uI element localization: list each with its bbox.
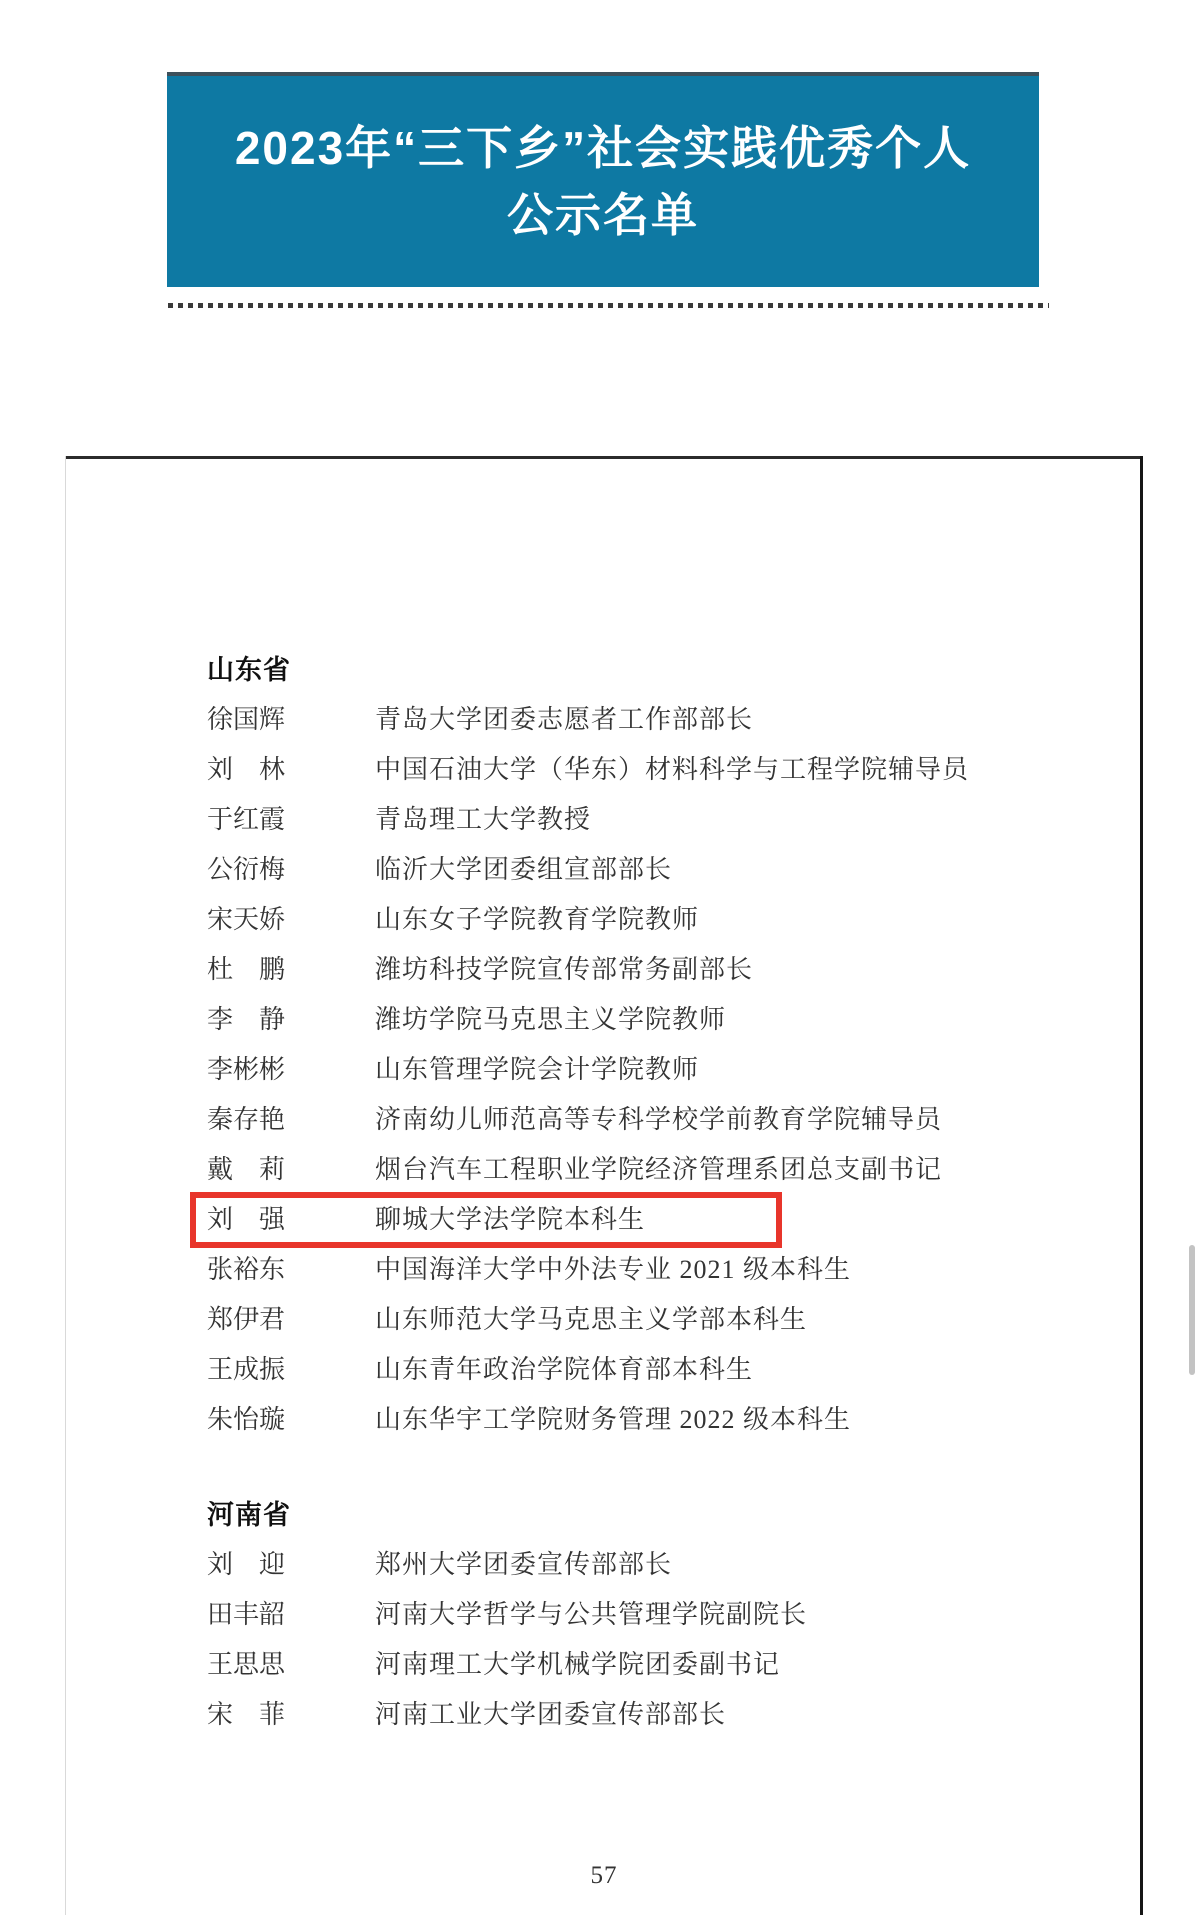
list-row bbox=[207, 1195, 1087, 1245]
person-name: 宋天娇 bbox=[207, 905, 286, 934]
person-name: 田丰韶 bbox=[207, 1600, 286, 1629]
list-row bbox=[207, 1345, 1087, 1395]
banner-title-line2: 公示名单 bbox=[507, 188, 699, 241]
person-title: 山东华宇工学院财务管理 2022 级本科生 bbox=[375, 1405, 852, 1434]
person-title: 河南工业大学团委宣传部部长 bbox=[375, 1700, 727, 1729]
person-title: 中国石油大学（华东）材料科学与工程学院辅导员 bbox=[375, 755, 970, 784]
banner-title-line1: 2023年“三下乡”社会实践优秀个人 bbox=[234, 121, 972, 174]
person-name: 刘 迎 bbox=[207, 1550, 286, 1579]
list-row bbox=[207, 1540, 1087, 1590]
list-row bbox=[207, 945, 1087, 995]
page-right-edge bbox=[1140, 456, 1143, 1915]
person-name: 公衍梅 bbox=[207, 855, 286, 884]
person-title: 青岛大学团委志愿者工作部部长 bbox=[375, 705, 754, 734]
province-heading: 河南省 bbox=[207, 1500, 291, 1530]
province-section bbox=[207, 645, 1087, 1445]
person-title: 山东青年政治学院体育部本科生 bbox=[375, 1355, 754, 1384]
person-name: 李彬彬 bbox=[207, 1055, 286, 1084]
title-banner bbox=[167, 72, 1039, 287]
person-name: 刘 强 bbox=[207, 1205, 286, 1234]
person-name: 李 静 bbox=[207, 1005, 286, 1034]
person-name: 王思思 bbox=[207, 1650, 286, 1679]
page-top-border bbox=[65, 456, 1143, 459]
list-row bbox=[207, 1045, 1087, 1095]
person-name: 王成振 bbox=[207, 1355, 286, 1384]
person-title: 中国海洋大学中外法专业 2021 级本科生 bbox=[375, 1255, 852, 1284]
person-name: 于红霞 bbox=[207, 805, 286, 834]
person-title: 河南理工大学机械学院团委副书记 bbox=[375, 1650, 781, 1679]
person-title: 山东女子学院教育学院教师 bbox=[375, 905, 700, 934]
person-title: 河南大学哲学与公共管理学院副院长 bbox=[375, 1600, 808, 1629]
person-title: 潍坊科技学院宣传部常务副部长 bbox=[375, 955, 754, 984]
province-heading: 山东省 bbox=[207, 655, 291, 685]
person-title: 烟台汽车工程职业学院经济管理系团总支副书记 bbox=[375, 1155, 943, 1184]
person-name: 戴 莉 bbox=[207, 1155, 286, 1184]
list-row bbox=[207, 845, 1087, 895]
list-row bbox=[207, 795, 1087, 845]
person-name: 秦存艳 bbox=[207, 1105, 286, 1134]
person-name: 郑伊君 bbox=[207, 1305, 286, 1334]
person-title: 潍坊学院马克思主义学院教师 bbox=[375, 1005, 727, 1034]
list-row bbox=[207, 895, 1087, 945]
person-title: 青岛理工大学教授 bbox=[375, 805, 592, 834]
person-name: 刘 林 bbox=[207, 755, 286, 784]
list-row bbox=[207, 1095, 1087, 1145]
page-left-edge bbox=[65, 456, 66, 1915]
list-row bbox=[207, 1690, 1087, 1740]
scrollbar-thumb[interactable] bbox=[1189, 1245, 1195, 1375]
list-row bbox=[207, 695, 1087, 745]
page-number: 57 bbox=[590, 1862, 618, 1889]
list-row bbox=[207, 1245, 1087, 1295]
person-title: 聊城大学法学院本科生 bbox=[375, 1205, 646, 1234]
person-name: 张裕东 bbox=[207, 1255, 286, 1284]
person-title: 临沂大学团委组宣部部长 bbox=[375, 855, 673, 884]
dotted-divider bbox=[168, 303, 1049, 308]
person-name: 朱怡璇 bbox=[207, 1405, 286, 1434]
person-title: 郑州大学团委宣传部部长 bbox=[375, 1550, 673, 1579]
list-row bbox=[207, 1145, 1087, 1195]
person-name: 宋 菲 bbox=[207, 1700, 286, 1729]
list-row bbox=[207, 995, 1087, 1045]
person-name: 徐国辉 bbox=[207, 705, 286, 734]
province-section bbox=[207, 1490, 1087, 1740]
list-row bbox=[207, 745, 1087, 795]
list-row bbox=[207, 1395, 1087, 1445]
person-title: 济南幼儿师范高等专科学校学前教育学院辅导员 bbox=[375, 1105, 943, 1134]
person-title: 山东师范大学马克思主义学部本科生 bbox=[375, 1305, 808, 1334]
list-row bbox=[207, 1295, 1087, 1345]
list-row bbox=[207, 1590, 1087, 1640]
list-row bbox=[207, 1640, 1087, 1690]
award-list bbox=[207, 645, 1087, 1740]
person-title: 山东管理学院会计学院教师 bbox=[375, 1055, 700, 1084]
person-name: 杜 鹏 bbox=[207, 955, 286, 984]
